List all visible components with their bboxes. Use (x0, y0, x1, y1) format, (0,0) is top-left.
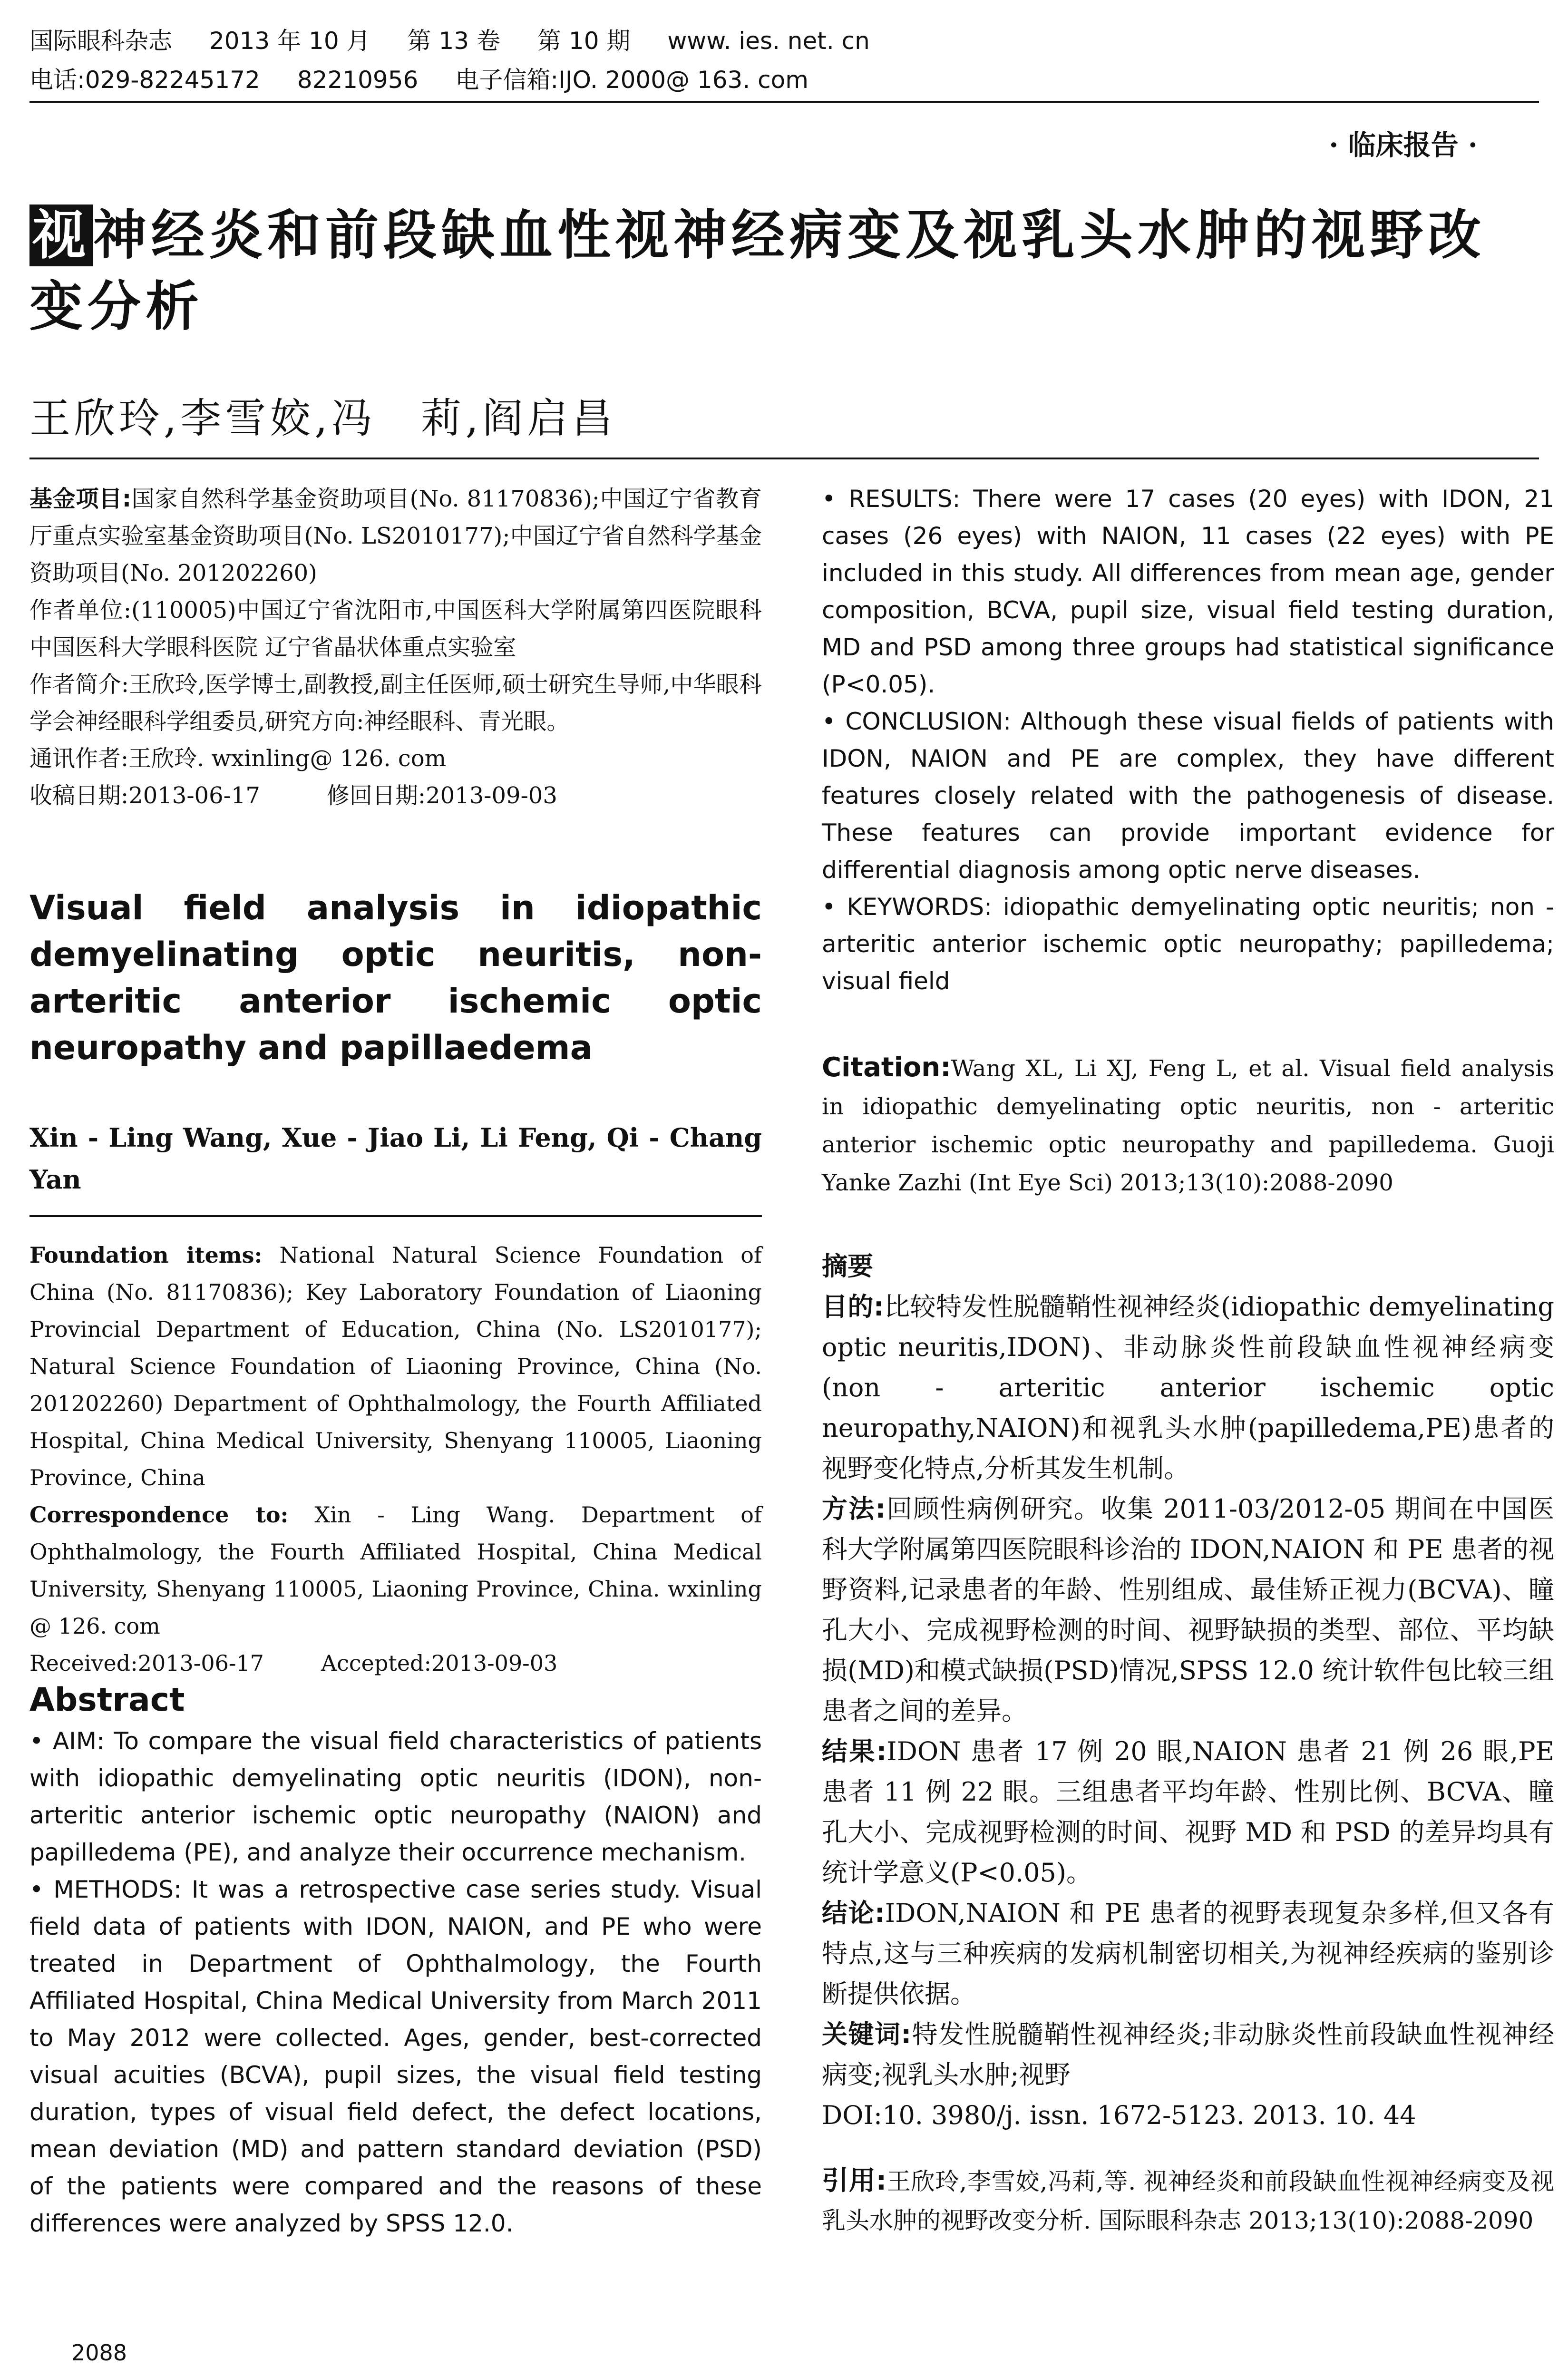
abstract-aim: • AIM: To compare the visual field characteristics of patients with idiopathic demyelinating optic neuritis (IDON), non-arteritic anterior ischemic optic neuropathy (NAION) and papilledema (PE), and analyze their occurrence mechanism. (29, 1727, 762, 1866)
journal-email[interactable]: 电子信箱:IJO. 2000@ 163. com (455, 66, 808, 94)
section-tag: · 临床报告 · (1329, 129, 1478, 161)
doi[interactable]: DOI:10. 3980/j. issn. 1672-5123. 2013. 10. 44 (822, 2100, 1416, 2130)
revised-cn: 修回日期:2013-09-03 (326, 782, 557, 809)
citation-en-label: Citation: (822, 1052, 951, 1083)
issue-date: 2013 年 10 月 (209, 27, 370, 55)
aim-cn-text: 比较特发性脱髓鞘性视神经炎(idiopathic demyelinating optic neuritis,IDON)、非动脉炎性前段缺血性视神经病变(non - arteritic anterior ischemic optic neuropathy,NAION)和视乳头水肿(papilledema,PE)患者的视野变化特点,分析其发生机制。 (822, 1292, 1554, 1483)
method-cn-text: 回顾性病例研究。收集 2011-03/2012-05 期间在中国医科大学附属第四医院眼科诊治的 IDON,NAION 和 PE 患者的视野资料,记录患者的年龄、性别组成、最佳矫正视力(BCVA)、瞳孔大小、完成视野检测的时间、视野缺损的类型、部位、平均缺损(MD)和模式缺损(PSD)情况,SPSS 12.0 统计软件包比较三组患者之间的差异。 (822, 1494, 1554, 1726)
citation-en-text: Wang XL, Li XJ, Feng L, et al. Visual field analysis in idiopathic demyelinating optic neuritis, non - arteritic anterior ischemic optic neuropathy and papilledema. Guoji Yanke Zazhi (Int Eye Sci) 2013;13(10):2088-2090 (822, 1055, 1554, 1196)
abstract-heading: Abstract (29, 1681, 185, 1719)
citation-cn-text: 王欣玲,李雪姣,冯莉,等. 视神经炎和前段缺血性视神经病变及视乳头水肿的视野改变分析. 国际眼科杂志 2013;13(10):2088-2090 (822, 2168, 1554, 2234)
kw-cn-text: 特发性脱髓鞘性视神经炎;非动脉炎性前段缺血性视神经病变;视乳头水肿;视野 (822, 2019, 1554, 2090)
received-en: Received:2013-06-17 (29, 1650, 264, 1676)
abstract-keywords: • KEYWORDS: idiopathic demyelinating optic neuritis; non - arteritic anterior ischemic optic neuropathy; papilledema; visual field (822, 893, 1554, 995)
unit-cn: 作者单位:(110005)中国辽宁省沈阳市,中国医科大学附属第四医院眼科 中国医科大学眼科医院 辽宁省晶状体重点实验室 (29, 597, 762, 661)
abstract-body-left (29, 1723, 762, 2242)
title-rule (29, 458, 1539, 459)
abstract-cn-aim (822, 1286, 1554, 1489)
english-title: Visual field analysis in idiopathic demyelinating optic neuritis, non-arteritic anterior ischemic optic neuropathy and papillaedema (29, 888, 762, 1067)
fund-cn-text: 国家自然科学基金资助项目(No. 81170836);中国辽宁省教育厅重点实验室基金资助项目(No. LS2010177);中国辽宁省自然科学基金资助项目(No. 201202260) (29, 486, 762, 586)
correspondence (29, 1496, 762, 1645)
english-authors: Xin - Ling Wang, Xue - Jiao Li, Li Feng, Qi - Chang Yan (29, 1122, 762, 1195)
authors-cn: 王欣玲,李雪姣,冯 莉,阎启昌 (29, 395, 617, 442)
front-matter-cn (29, 480, 762, 814)
foundation-block (29, 1237, 762, 1682)
citation-en (822, 1049, 1554, 1202)
phone-2: 82210956 (297, 66, 419, 94)
citation-cn (822, 2162, 1554, 2240)
result-cn-label: 结果: (822, 1736, 887, 1766)
abstract-cn-heading: 摘要 (822, 1251, 873, 1281)
fund-cn-label: 基金项目: (29, 486, 132, 512)
aim-cn-label: 目的: (822, 1292, 884, 1322)
abstract-cn-keywords (822, 2014, 1554, 2095)
foundation-label: Foundation items: (29, 1242, 263, 1268)
volume: 第 13 卷 (407, 27, 500, 55)
result-cn-text: IDON 患者 17 例 20 眼,NAION 患者 21 例 26 眼,PE 患者 11 例 22 眼。三组患者平均年龄、性别比例、BCVA、瞳孔大小、完成视野检测的时间、视野 MD 和 PSD 的差异均具有统计学意义(P<0.05)。 (822, 1736, 1554, 1888)
phone: 电话:029-82245172 (29, 66, 260, 94)
abstract-cn-method (822, 1489, 1554, 1731)
abstract-cn-conclusion (822, 1893, 1554, 2014)
abstract-methods: • METHODS: It was a retrospective case series study. Visual field data of patients with IDON, NAION, and PE who were treated in Department of Ophthalmology, the Fourth Affiliated Hospital, China Medical University from March 2011 to May 2012 were collected. Ages, gender, best-corrected visual acuities (BCVA), pupil sizes, the visual field testing duration, types of visual field defect, the defect locations, mean deviation (MD) and pattern standard deviation (PSD) of the patients were compared and the reasons of these differences were analyzed by SPSS 12.0. (29, 1876, 762, 2237)
received-cn: 收稿日期:2013-06-17 (29, 782, 260, 809)
citation-cn-label: 引用: (822, 2165, 887, 2196)
correspondence-label: Correspondence to: (29, 1502, 289, 1528)
foundation-text: National Natural Science Foundation of China (No. 81170836); Key Laboratory Foundation of Liaoning Provincial Department of Education, China (No. LS2010177); Natural Science Foundation of Liaoning Province, China (No. 201202260) (29, 1242, 762, 1416)
method-cn-label: 方法: (822, 1494, 886, 1524)
abstract-cn (822, 1246, 1554, 2135)
kw-cn-label: 关键词: (822, 2019, 912, 2049)
contact-header-line (29, 66, 846, 94)
dates-cn (29, 777, 762, 814)
received-accepted (29, 1645, 762, 1682)
abstract-results: • RESULTS: There were 17 cases (20 eyes) with IDON, 21 cases (26 eyes) with NAION, 11 cases (22 eyes) with PE included in this study. All differences from mean age, gender composition, BCVA, pupil size, visual field testing duration, MD and PSD among three groups had statistical significance (P<0.05). (822, 485, 1554, 698)
concl-cn-text: IDON,NAION 和 PE 患者的视野表现复杂多样,但又各有特点,这与三种疾病的发病机制密切相关,为视神经疾病的鉴别诊断提供依据。 (822, 1898, 1554, 2009)
title-first-char: 视 (29, 205, 93, 266)
journal-website[interactable]: www. ies. net. cn (667, 27, 870, 55)
fund-cn (29, 480, 762, 592)
abstract-body-right (822, 480, 1554, 1000)
concl-cn-label: 结论: (822, 1898, 885, 1928)
bio-cn: 作者简介:王欣玲,医学博士,副教授,副主任医师,硕士研究生导师,中华眼科学会神经眼科学组委员,研究方向:神经眼科、青光眼。 (29, 671, 762, 735)
abstract-conclusion: • CONCLUSION: Although these visual fields of patients with IDON, NAION and PE are complex, they have different features closely related with the pathogenesis of disease. These features can provide important evidence for differential diagnosis among optic nerve diseases. (822, 708, 1554, 884)
corr-cn: 通讯作者:王欣玲. wxinling@ 126. com (29, 745, 447, 772)
journal-header-line (29, 27, 907, 55)
foundation-items (29, 1237, 762, 1496)
article-title (29, 200, 1542, 342)
abstract-cn-result (822, 1731, 1554, 1893)
accepted-en: Accepted:2013-09-03 (321, 1650, 558, 1676)
issue-number: 第 10 期 (537, 27, 631, 55)
correspondence-text: Xin - Ling Wang. Department of Ophthalmology, the Fourth Affiliated Hospital, China Medical University, Shenyang 110005, Liaoning Province, China. wxinling @ 126. com (29, 1502, 762, 1639)
foundation-dept: Department of Ophthalmology, the Fourth Affiliated Hospital, China Medical University, Shenyang 110005, Liaoning Province, China (29, 1391, 762, 1490)
page-number: 2088 (71, 2340, 127, 2366)
header-rule (29, 101, 1539, 103)
journal-name: 国际眼科杂志 (29, 27, 172, 55)
left-rule (29, 1215, 762, 1217)
title-rest: 神经炎和前段缺血性视神经病变及视乳头水肿的视野改变分析 (29, 205, 1486, 338)
